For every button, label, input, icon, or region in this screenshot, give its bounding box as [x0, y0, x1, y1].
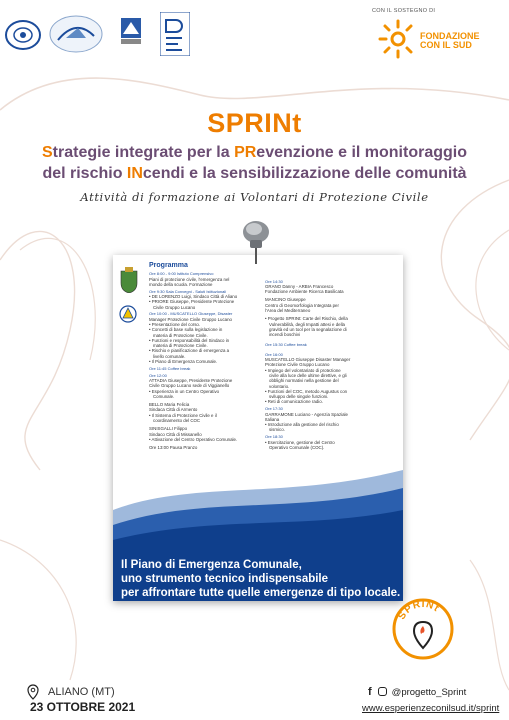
- programme-line: • DE LORENZO Luigi, Sindaco Città di Aliano: [149, 293, 238, 299]
- fondazione-sun-icon: [378, 16, 424, 62]
- region-crest-icon: [120, 16, 142, 46]
- event-date: 23 OTTOBRE 2021: [30, 700, 136, 714]
- subtitle-highlight: IN: [126, 165, 143, 182]
- programme-line: Vulnerabilità, degli Impatti attesi e della: [269, 321, 345, 327]
- programme-line: Fondazione Ambiente Ricerca Basilicata: [265, 289, 344, 295]
- programme-line: • PRIORE Giuseppe, Presidente Protezione: [149, 299, 235, 305]
- subtitle-text: trategie integrate per la: [52, 144, 235, 161]
- programme-time: Ore 17:30: [265, 406, 283, 412]
- programme-line: Protezione Civile Gruppo Lucano: [265, 362, 330, 368]
- social-handle-row: [368, 686, 466, 698]
- facebook-icon[interactable]: f: [368, 686, 372, 698]
- programme-line: • Esperienza in un Centro Operativo: [149, 388, 220, 394]
- programme-line: • Funzioni del COC, metodo Augustus con: [265, 388, 348, 394]
- programme-line: Civile Gruppo Lucano sede di Viggianello: [149, 383, 230, 389]
- tagline: Attività di formazione ai Volontari di Protezione Civile: [80, 190, 429, 204]
- programme-title: Programma: [149, 262, 188, 269]
- programme-line: • Funzioni e responsabilità del Sindaco in: [149, 337, 230, 343]
- cofas-logo-icon: [4, 18, 42, 52]
- programme-line: • Introduzione alla gestione del rischio: [265, 422, 339, 428]
- programme-line: sviluppo delle singole funzioni.: [269, 394, 329, 400]
- programme-flyer: [113, 255, 403, 601]
- badge-text: SPRINt: [396, 598, 442, 622]
- programme-line: Italiana: [265, 416, 280, 422]
- programme-line: materia di Protezione Civile.: [153, 343, 208, 349]
- bird-logo-icon: [48, 14, 104, 54]
- programme-line: ATTADIA Giuseppe, Presidente Protezione: [149, 377, 233, 383]
- programme-line: • Concetti di base sulla legislazione in: [149, 327, 223, 333]
- banner-line: uno strumento tecnico indispensabile: [121, 573, 329, 585]
- programme-left-lines: [149, 271, 269, 450]
- programme-line: materia di Protezione Civile.: [153, 332, 208, 338]
- programme-time: Ore 18:30: [265, 434, 283, 440]
- programme-right-column: [265, 277, 393, 450]
- location-pin-icon: [26, 684, 40, 700]
- subtitle-highlight: S: [42, 144, 53, 161]
- programme-time: Ore 12:00: [149, 372, 167, 378]
- subtitle-text: del rischio: [42, 165, 127, 182]
- programme-line: livello comunale.: [153, 353, 186, 359]
- dcem-logo-icon: [160, 12, 190, 56]
- subtitle-text: evenzione e il monitoraggio: [256, 144, 467, 161]
- programme-left-column: [149, 263, 269, 451]
- programme-line: Sindaco Città di Missanello: [149, 431, 202, 437]
- programme-line: l'Area del Mediterraneo: [265, 307, 311, 313]
- programme-banner: [121, 558, 403, 600]
- programme-line: volontario.: [269, 383, 290, 389]
- programme-line: • Esercitazione, gestione del Centro: [265, 439, 335, 445]
- programme-line: incendi boschivi: [269, 332, 300, 338]
- programme-line: GARRAMONE Luciano - Agenzia Spaziale: [265, 411, 348, 417]
- programme-line: • Attivazione del Centro Operativo Comunale.: [149, 436, 238, 442]
- programme-line: MANCINO Giuseppe: [265, 297, 306, 303]
- website-link[interactable]: www.esperienzeconilsud.it/sprint: [362, 703, 500, 714]
- programme-line: Ore 13:00 Pausa Pranzo: [149, 445, 198, 451]
- banner-line: Il Piano di Emergenza Comunale,: [121, 559, 302, 571]
- programme-line: gravità ed un tool per la segnalazione di: [269, 326, 347, 332]
- programme-line: coordinamento del COC: [153, 418, 201, 424]
- programme-right-lines: [265, 279, 393, 451]
- programme-time: Ore 15:30 Coffee break: [265, 341, 307, 347]
- programme-line: MUSCATELLO Giuseppe Disaster Manager: [265, 357, 351, 363]
- programme-time: Ore 14:30: [265, 278, 283, 284]
- foundation-line2: CON IL SUD: [420, 40, 472, 50]
- programme-time: Ore 10:00 - MUSCATELLO Giuseppe, Disaster: [149, 311, 233, 317]
- programme-line: Piani di protezione civile, l'emergenza nel: [149, 276, 230, 282]
- social-handle[interactable]: @progetto_Sprint: [391, 687, 467, 698]
- programme-line: [265, 337, 393, 340]
- subtitle-highlight: PR: [234, 144, 257, 161]
- programme-line: Comunale.: [153, 393, 175, 399]
- programme-line: GRANO Danny - ARBIA Francesco: [265, 283, 334, 289]
- programme-line: • Rischio e pianificazione di emergenza a: [149, 348, 230, 354]
- event-location: ALIANO (MT): [48, 686, 115, 698]
- programme-line: • Impiego del volontariato di protezione: [265, 367, 341, 373]
- programme-line: Centro di Geomorfologia Integrata per: [265, 302, 339, 308]
- programme-line: mondo della scuola. Formazione: [149, 281, 213, 287]
- sprint-badge-icon: [392, 598, 454, 660]
- programme-time: Ore 16:00: [265, 351, 283, 357]
- town-crest-icon: [119, 267, 139, 293]
- programme-line: • Progetto SPRINt: Carte del Rischio, della: [265, 316, 348, 322]
- programme-line: Sindaca Città di Armento: [149, 407, 198, 413]
- programme-line: Civile Gruppo Lucano: [153, 304, 196, 310]
- foundation-line1: FONDAZIONE: [420, 31, 480, 41]
- programme-line: BELLO Maria Felicia: [149, 402, 190, 408]
- programme-line: • Il Piano di Emergenza Comunale.: [149, 359, 218, 365]
- banner-line: per affrontare tutte quelle emergenze di tipo locale.: [121, 587, 401, 599]
- programme-line: SINISGALLI Filippo: [149, 426, 188, 432]
- foundation-name: [420, 32, 480, 50]
- page-title: SPRINt: [207, 108, 302, 138]
- page-subtitle: [30, 142, 479, 184]
- programme-line: • Reti di comunicazione radio.: [265, 399, 323, 405]
- programme-time: Ore 9:30 Sala Convegni - Saluti Istituzionali: [149, 288, 227, 294]
- instagram-icon[interactable]: [378, 687, 387, 696]
- civil-protection-icon: [119, 305, 137, 323]
- programme-line: • Il Sistema di Protezione Civile e il: [149, 412, 217, 418]
- programme-line: sismico.: [269, 427, 285, 433]
- support-label: CON IL SOSTEGNO DI: [372, 8, 436, 14]
- programme-line: • Presentazione del corso.: [149, 321, 201, 327]
- programme-time: Ore 11:45 Coffee break: [149, 365, 191, 371]
- push-pin-icon: [236, 218, 276, 268]
- programme-line: obblighi normativi nella gestione del: [269, 378, 339, 384]
- programme-line: Operativo Comunale (COC).: [269, 444, 325, 450]
- subtitle-text: cendi e la sensibilizzazione delle comunità: [142, 165, 467, 182]
- programme-line: [265, 347, 393, 350]
- programme-time: Ore 8:00 - 9:00 Istituto Comprensivo: [149, 271, 214, 277]
- programme-line: Manager Protezione Civile Gruppo Lucano: [149, 316, 232, 322]
- programme-line: civile alla luce delle ultime direttive, e gli: [269, 372, 347, 378]
- header: [0, 0, 509, 80]
